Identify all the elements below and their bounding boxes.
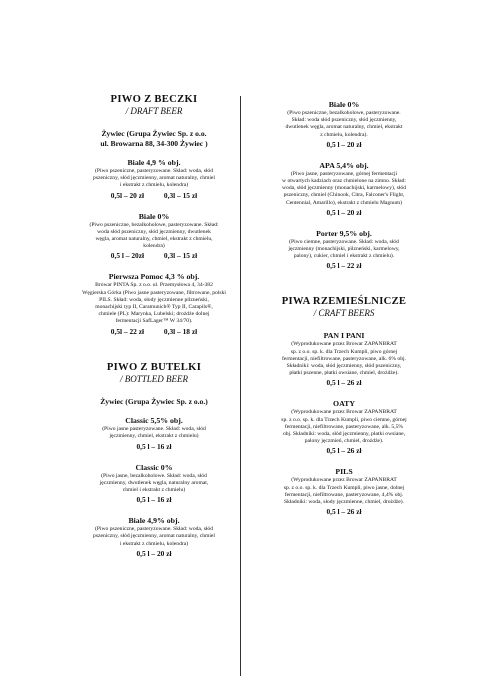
beer-name: APA 5,4% obj.	[319, 160, 369, 170]
beer-price: 0,5 l – 26 zł	[326, 378, 362, 388]
beer-description	[66, 473, 242, 495]
beer-name: Biale 4,9 % obj.	[127, 158, 181, 167]
desc-line: Składniki: woda, słody jęczmienne, chmiel, drożdże).	[283, 499, 405, 506]
beer-price: 0,5 l – 20 zł	[326, 207, 362, 217]
beer-description	[256, 110, 432, 139]
desc-line: (Piwo jasne, bezalkoholowe. Skład: woda, słód	[101, 472, 207, 479]
beer-name: Biale 0%	[328, 100, 360, 109]
desc-line: jęczmienny (monachijski, pilzneński, karmelowy,	[288, 246, 400, 253]
beer-price: 0,5 l – 16 zł	[136, 441, 172, 451]
beer-price	[66, 327, 242, 337]
column-divider	[240, 96, 241, 676]
price-large: 0,5l – 20 zł	[110, 190, 145, 200]
beer-name: PILS	[335, 467, 353, 477]
desc-line: Centennial, Amarillo), ekstrakt z chmielu Magnum)	[285, 199, 403, 206]
craft-subtitle: / CRAFT BEERS	[313, 308, 375, 319]
draft-subtitle: / DRAFT BEER	[125, 106, 183, 116]
bottled-title: PIWO Z BUTELKI	[106, 361, 202, 373]
desc-line: palony), cukier, chmiel i ekstrakt z chmielu).	[293, 253, 395, 260]
desc-line: jęczmienny, dwutlenek węgla, naturalny aromat,	[99, 479, 209, 486]
bottled-brewery: Żywiec (Grupa Żywiec Sp. z o.o.)	[100, 396, 208, 406]
desc-line: monachijski typ II, Caramunich® Typ II, Carapils®,	[95, 304, 213, 311]
beer-description	[66, 282, 242, 325]
beer-price: 0,5 l – 20 zł	[136, 548, 172, 558]
draft-brewery-line1: Żywiec (Grupa Żywiec Sp. z o.o.	[101, 129, 207, 138]
draft-brewery	[66, 129, 242, 148]
desc-line: (Piwo ciemne, pasteryzowane. Skład: woda, słód	[289, 238, 399, 245]
desc-line: chmiel i ekstrakt z chmielu)	[122, 486, 186, 493]
desc-line: woda, słód jęczmienny (monachijski, karmelowy), słód	[282, 185, 406, 192]
beer-item-pils	[256, 467, 432, 517]
beer-price: 0,5 l – 26 zł	[326, 446, 362, 456]
beer-item-apa	[256, 161, 432, 218]
beer-item-draft-biale	[66, 158, 242, 201]
desc-line: (Wyprodukowane przez Browar ZAPANBRAT	[291, 409, 397, 416]
desc-line: pszeniczny, chmiel (Chinook, Citra, Falconer's Flight,	[283, 192, 405, 199]
desc-line: Browar PINTA Sp. z o.o. ul. Przemysłowa 4, 34-382	[95, 282, 213, 289]
desc-line: (Wyprodukowane przez Browar ZAPANBRAT	[291, 341, 397, 348]
price-small: 0,3l – 15 zł	[163, 251, 198, 261]
beer-description	[66, 526, 242, 548]
beer-price	[66, 191, 242, 201]
beer-price: 0,5 l – 20 zł	[326, 139, 362, 149]
desc-line: obj. Składniki: woda, słód jęczmienny, płatki owsiane,	[282, 431, 406, 438]
beer-item-classic-0	[66, 463, 242, 506]
desc-line: (Piwo jasne, pasteryzowane, górnej fermentacji	[290, 170, 398, 177]
desc-line: sp. z o.o. sp. k. dla Trzech Kumpli, piwo górnej	[290, 348, 398, 355]
price-small: 0,3l – 18 zł	[163, 326, 198, 336]
draft-title: PIWO Z BECZKI	[110, 94, 198, 105]
beer-item-classic	[66, 416, 242, 451]
desc-line: (Piwo pszeniczne, bezalkoholowe, pasteryzowane. Skład:	[89, 221, 219, 228]
craft-title: PIWA RZEMIEŚLNICZE	[281, 296, 407, 308]
desc-line: (Piwo jasne pasteryzowane. Skład: woda, słód	[102, 426, 206, 433]
desc-line: kolendra)	[143, 243, 165, 250]
desc-line: węgla, aromat naturalny, chmiel, ekstrakt z chmielu,	[95, 236, 213, 243]
beer-item-bottled-biale-0	[256, 100, 432, 150]
desc-line: sp. z o.o. sp. k. dla Trzech Kumpli, piwo jasne, dolnej	[283, 484, 405, 491]
beer-item-pierwsza-pomoc	[66, 272, 242, 336]
beer-description	[66, 426, 242, 440]
left-column	[66, 94, 242, 570]
beer-name: PAN I PANI	[323, 331, 365, 341]
desc-line: sp. z o.o. sp. k. dla Trzech Kumpli, piwo ciemne, górnej	[281, 416, 407, 423]
beer-item-draft-biale-0	[66, 212, 242, 262]
beer-price: 0,5 l – 16 zł	[136, 495, 172, 505]
desc-line: Składniki: woda, słód jęczmienny, słód pszeniczny,	[286, 363, 402, 370]
desc-line: fermentacji, niefiltrowane, pasteryzowane, alk. 6% obj.	[282, 355, 406, 362]
desc-line: (Piwo pszeniczne, bezalkoholowe, pasteryzowane.	[287, 110, 401, 116]
desc-line: pszeniczny, słód jęczmienny, aromat naturalny, chmiel	[93, 175, 215, 182]
beer-name: Classic 5,5% obj.	[125, 416, 183, 426]
desc-line: z chmielu, kolendra).	[320, 131, 368, 138]
desc-line: (Piwo pszeniczne, pasteryzowane. Skład: woda, słód	[94, 526, 214, 533]
bottled-subtitle: / BOTTLED BEER	[119, 373, 188, 384]
desc-line: i ekstrakt z chmielu, kolendra)	[119, 540, 189, 547]
desc-line: fermentacji, niefiltrowane, pasteryzowane, alk. 5,5%	[284, 423, 404, 430]
desc-line: jęczmienny, chmiel, ekstrakt z chmielu)	[109, 433, 199, 440]
desc-line: pszeniczny, słód jęczmienny, aromat naturalny, chmiel	[93, 533, 215, 540]
desc-line: Węgierska Górka (Piwo jasne pasteryzowane, filtrowane, polski	[82, 289, 226, 296]
desc-line: chmiele (PL): Marynka, Lubelski; drożdże dolnej	[98, 311, 210, 318]
beer-name: Porter 9,5% obj.	[316, 228, 372, 238]
desc-line: PILS. Skład: woda, słody jęczmienne pilzneński,	[99, 296, 209, 303]
beer-item-pan-i-pani	[256, 331, 432, 388]
price-large: 0,5l – 22 zł	[110, 326, 145, 336]
beer-item-porter	[256, 229, 432, 272]
beer-price: 0,5 l – 26 zł	[326, 507, 362, 517]
beer-name: Biale 4,9% obj.	[128, 516, 180, 526]
beer-price	[66, 251, 242, 261]
desc-line: palony jęczmień, chmiel, drożdże).	[304, 438, 384, 445]
beer-name: Classic 0%	[135, 462, 173, 472]
beer-name: OATY	[333, 399, 355, 409]
beer-description	[256, 477, 432, 506]
beer-name: Pierwsza Pomoc 4,3 % obj.	[108, 272, 200, 282]
beer-item-bottled-biale	[66, 516, 242, 559]
beer-description	[256, 239, 432, 261]
desc-line: (Wyprodukowane przez Browar ZAPANBRAT	[291, 477, 397, 484]
desc-line: i ekstrakt z chmielu, kolendra)	[119, 182, 189, 189]
beer-item-oaty	[256, 399, 432, 456]
beer-price: 0,5 l – 22 zł	[326, 261, 362, 271]
desc-line: Skład: woda słód pszeniczny, słód jęczmienny,	[291, 117, 397, 124]
beer-description	[66, 168, 242, 190]
desc-line: dwutlenek węgla, aromat naturalny, chmiel, ekstrakt	[285, 124, 403, 131]
beer-name: Biale 0%	[138, 211, 170, 221]
beer-description	[256, 341, 432, 377]
section-gap	[256, 282, 432, 296]
beer-description	[66, 222, 242, 251]
beer-description	[256, 409, 432, 445]
desc-line: fermentacji SafLager™ W 34/70).	[115, 318, 193, 325]
price-small: 0,3l – 15 zł	[163, 190, 198, 200]
desc-line: (Piwo pszeniczne, pasteryzowane. Skład: woda, słód	[94, 168, 214, 174]
section-gap	[66, 348, 242, 362]
desc-line: płatki pszenne, płatki owsiane, chmiel, drożdże).	[289, 370, 399, 377]
desc-line: woda słód pszeniczny, słód jęczmienny, dwutlenek	[97, 228, 211, 235]
desc-line: w otwartych kadziach oraz chmielone na zimno. Skład:	[282, 178, 406, 185]
right-column	[256, 100, 432, 528]
draft-brewery-line2: ul. Browarna 88, 34-300 Żywiec )	[100, 138, 208, 148]
beer-description	[256, 171, 432, 207]
price-large: 0,5 l – 20zł	[110, 251, 145, 261]
desc-line: fermentacji, niefiltrowane, pasteryzowane, 4,4% obj.	[284, 491, 404, 498]
